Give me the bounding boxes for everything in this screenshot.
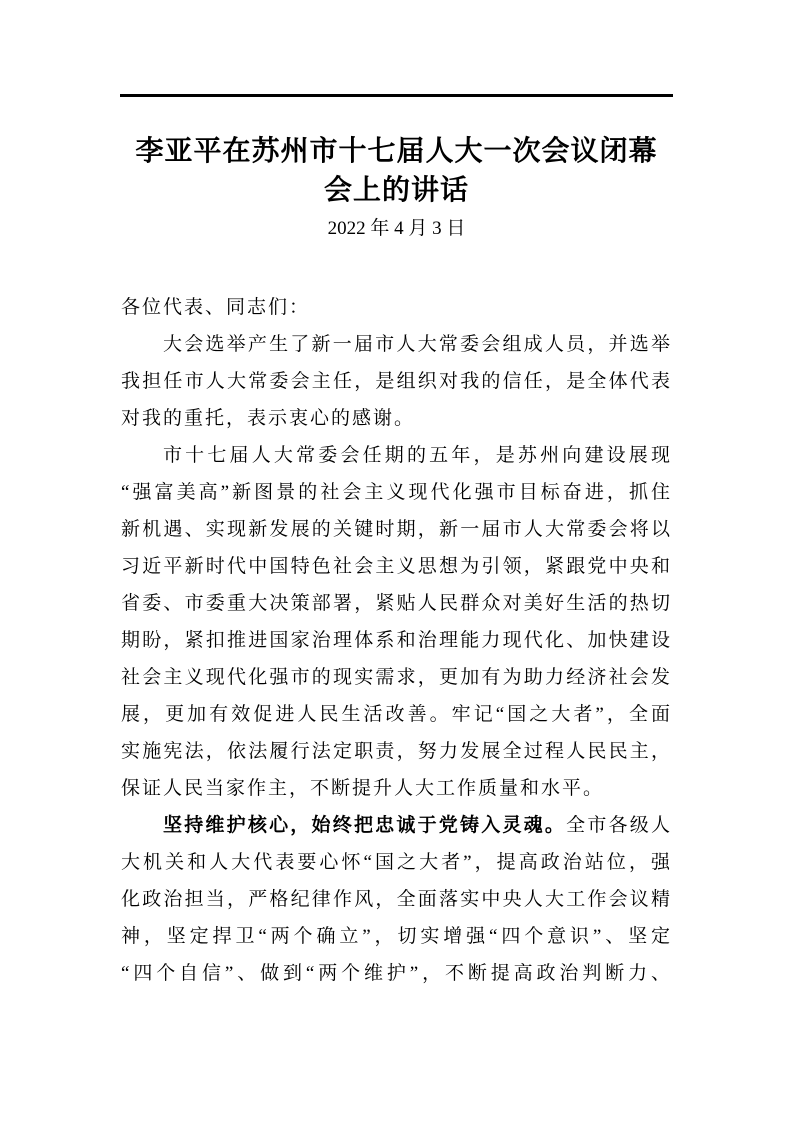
body-line: 社会主义现代化强市的现实需求，更加有为助力经济社会发 [121,667,672,688]
document-title-line2: 会上的讲话 [323,174,469,205]
body-line: 保证人民当家作主，不断提升人大工作质量和水平。 [121,778,605,799]
document-body [121,289,672,992]
header-rule [120,94,673,97]
body-line: 习近平新时代中国特色社会主义思想为引领，紧跟党中央和 [121,556,672,577]
body-line: “强富美高”新图景的社会主义现代化强市目标奋进，抓住 [121,482,672,503]
body-line: 我担任市人大常委会主任，是组织对我的信任，是全体代表 [121,371,672,392]
body-line: 大机关和人大代表要心怀“国之大者”，提高政治站位，强 [121,852,672,873]
document-date: 2022 年 4 月 3 日 [327,218,466,239]
body-line: 大会选举产生了新一届市人大常委会组成人员，并选举 [163,334,672,355]
body-line: 各位代表、同志们： [121,297,311,318]
document-title [60,131,733,209]
body-line: 神，坚定捍卫“两个确立”，切实增强“四个意识”、坚定 [121,926,672,947]
body-line: 展，更加有效促进人民生活改善。牢记“国之大者”，全面 [121,704,672,725]
body-line: 对我的重托，表示衷心的感谢。 [121,408,416,429]
body-line: 新机遇、实现新发展的关键时期，新一届市人大常委会将以 [121,519,672,540]
body-line: 市十七届人大常委会任期的五年，是苏州向建设展现 [163,445,672,466]
body-line: “四个自信”、做到“两个维护”，不断提高政治判断力、 [121,963,672,984]
bold-lead-in: 坚持维护核心，始终把忠诚于党铸入灵魂。 [163,815,567,836]
body-line: 实施宪法，依法履行法定职责，努力发展全过程人民民主， [121,741,672,762]
body-line: 期盼，紧扣推进国家治理体系和治理能力现代化、加快建设 [121,630,672,651]
document-title-line1: 李亚平在苏州市十七届人大一次会议闭幕 [135,135,658,166]
body-line: 化政治担当，严格纪律作风，全面落实中央人大工作会议精 [121,889,672,910]
body-line: 坚持维护核心，始终把忠诚于党铸入灵魂。全市各级人 [163,815,672,836]
body-line: 省委、市委重大决策部署，紧贴人民群众对美好生活的热切 [121,593,672,614]
